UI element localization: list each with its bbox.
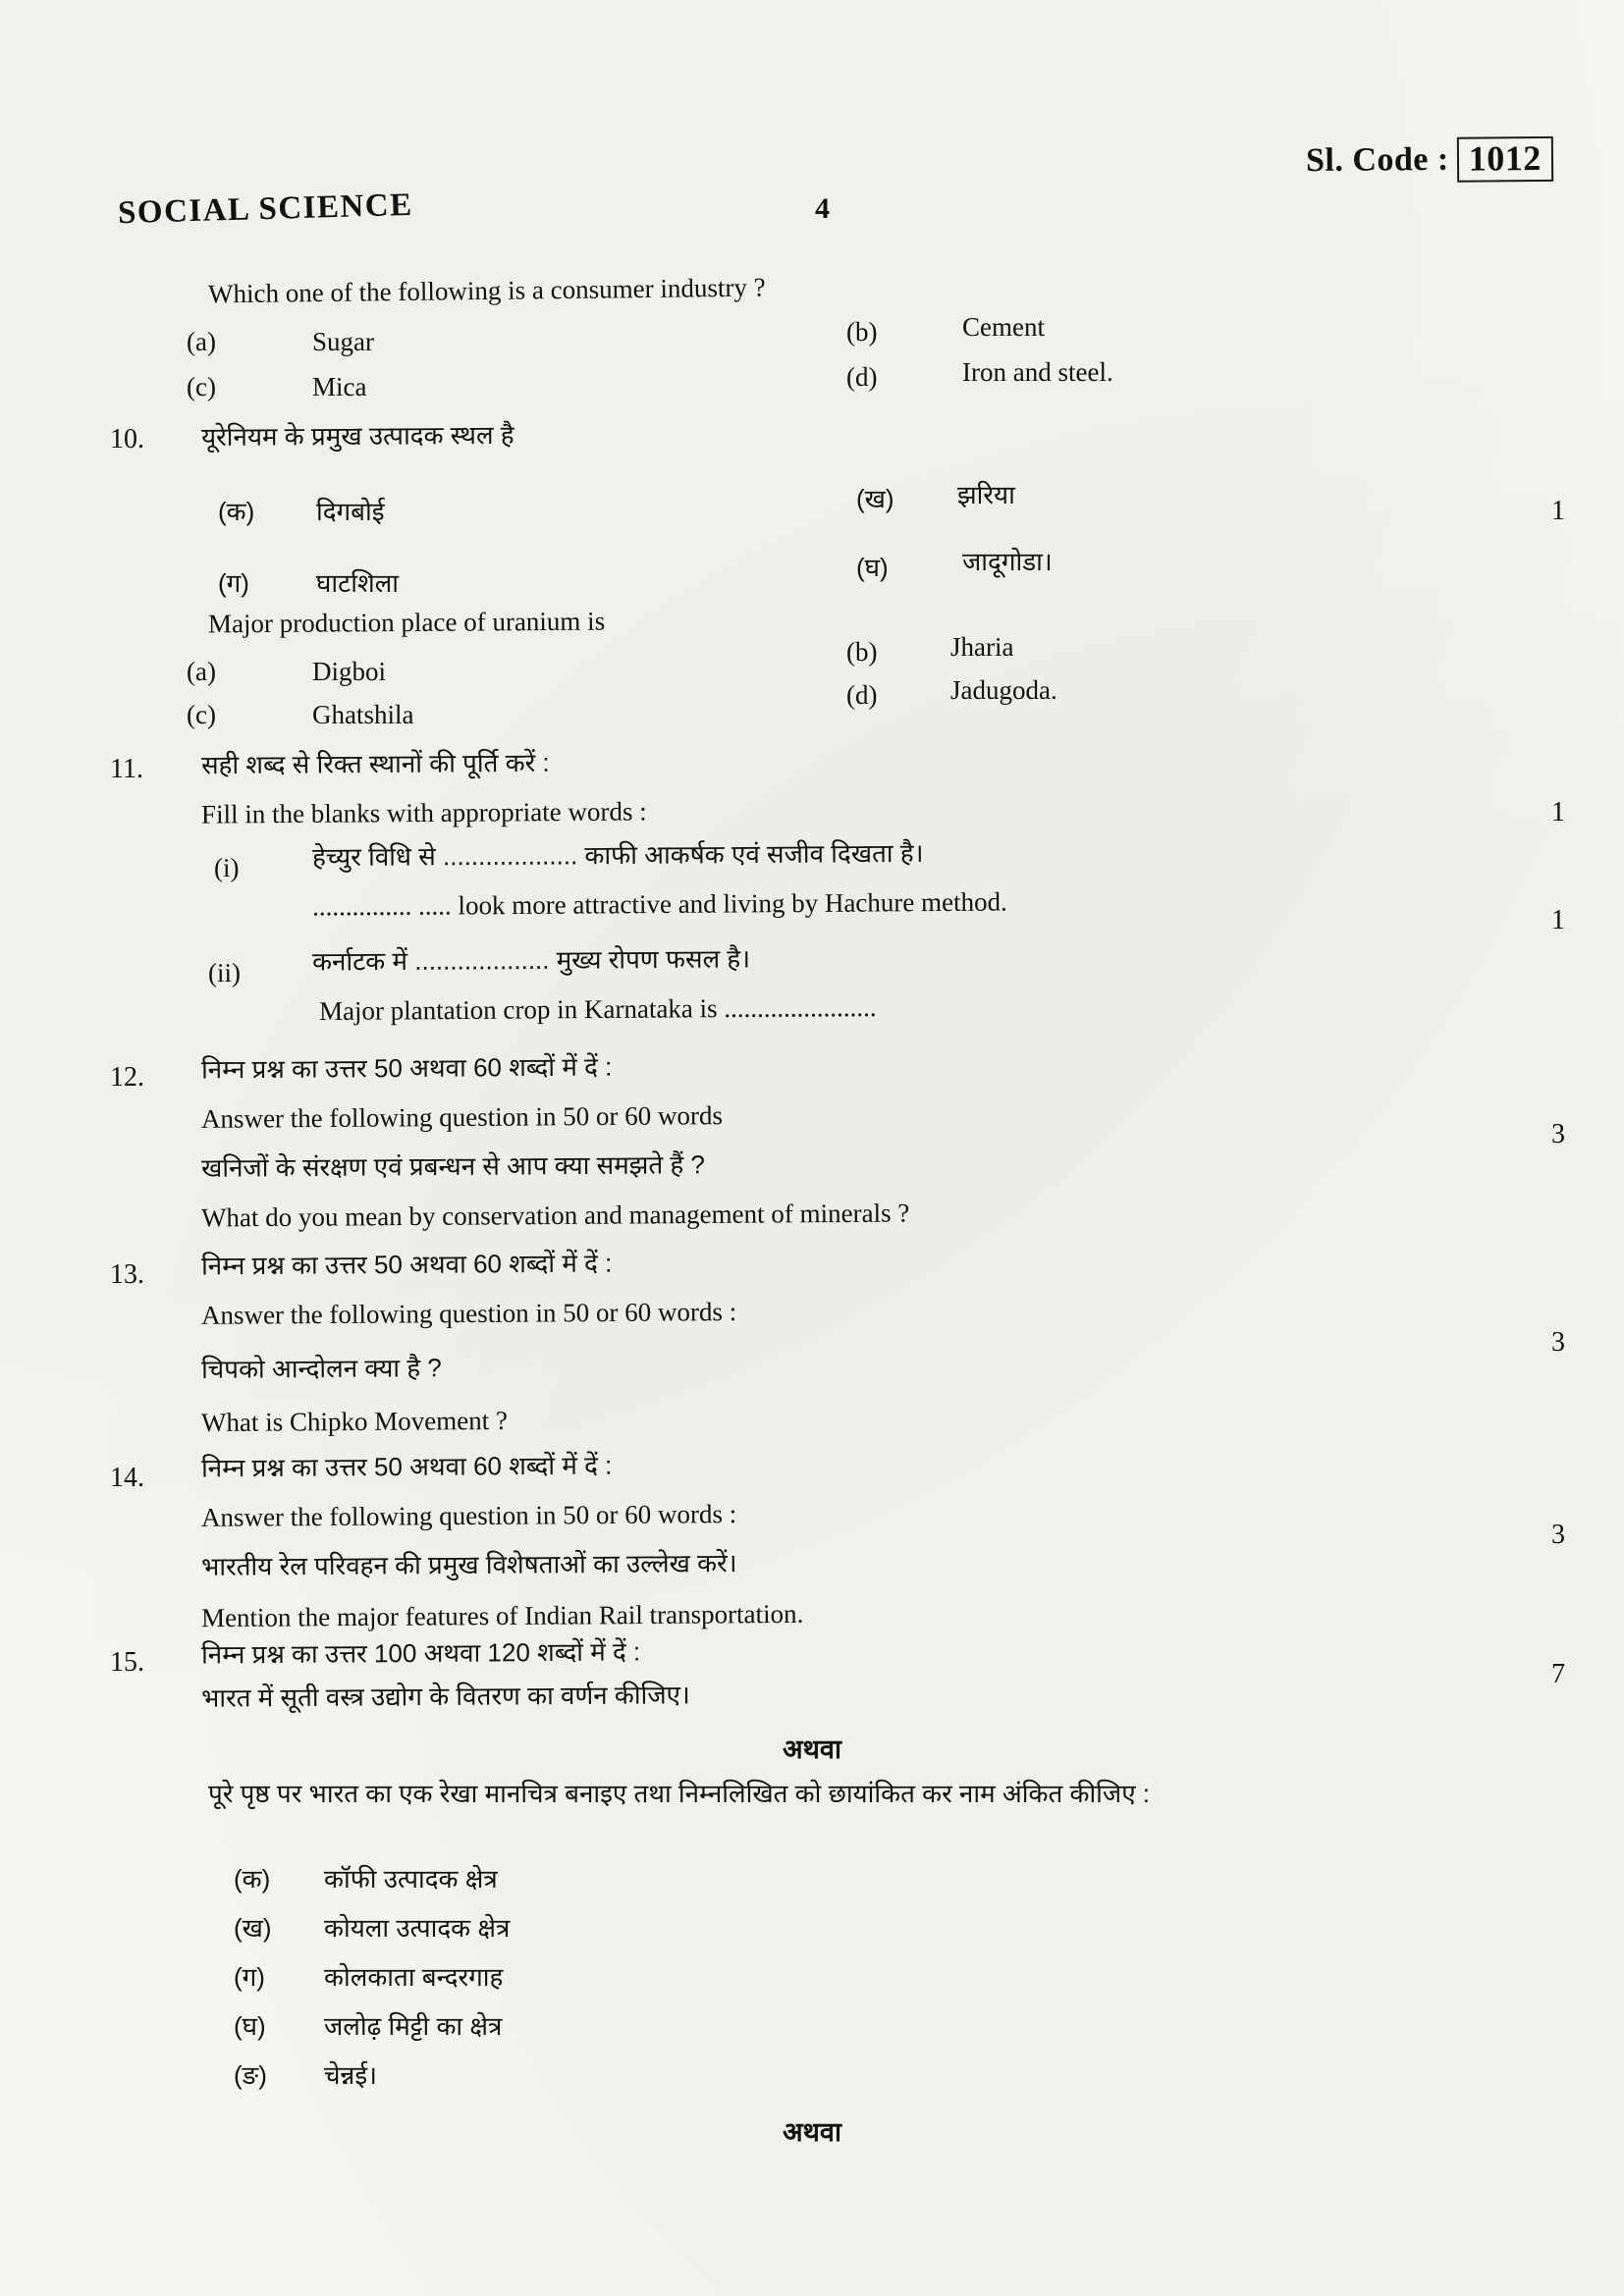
q10-option-c-text: Ghatshila: [312, 700, 414, 729]
q12-instruction-en: Answer the following question in 50 or 60 words: [200, 1100, 724, 1134]
q10-option-b-text: Jharia: [950, 632, 1014, 662]
q10-option-gha-label: (घ): [856, 553, 889, 582]
q11-item-ii-label: (ii): [208, 958, 241, 988]
serial-code-label: Sl. Code :: [1306, 140, 1450, 180]
q10-option-ga-text: घाटशिला: [316, 568, 399, 598]
q9-option-c-label: (c): [187, 372, 216, 401]
q15-map-item-a-text: कॉफी उत्पादक क्षेत्र: [324, 1864, 498, 1894]
q10-option-d-label: (d): [846, 680, 878, 710]
q10-option-kha-text: झरिया: [957, 480, 1015, 509]
q10-stem-hi: यूरेनियम के प्रमुख उत्पादक स्थल है: [200, 419, 514, 453]
q11-item-i-label: (i): [214, 853, 240, 882]
q15-marks: 7: [1551, 1659, 1565, 1689]
q11-item-i-hi: हेच्युर विधि से ................... काफी आकर्षक एवं सजीव दिखता है।: [311, 837, 924, 873]
q13-stem-hi: चिपको आन्दोलन क्या है ?: [200, 1353, 442, 1384]
q10-option-a-text: Digboi: [312, 657, 387, 686]
q15-map-item-b-label: (ख): [234, 1913, 272, 1943]
q9-stem-en: Which one of the following is a consumer industry ?: [207, 272, 766, 309]
q12-marks: 3: [1551, 1119, 1565, 1149]
serial-code: [1306, 136, 1553, 184]
q9-option-b-label: (b): [846, 317, 878, 347]
q10-option-c-label: (c): [187, 700, 216, 729]
q9-option-d-label: (d): [846, 362, 878, 392]
q13-instruction-hi: निम्न प्रश्न का उत्तर 50 अथवा 60 शब्दों में दें :: [200, 1248, 613, 1281]
q10-marks: 1: [1551, 496, 1565, 526]
q15-map-item-e-text: चेन्नई।: [324, 2060, 377, 2090]
q11-stem-hi: सही शब्द से रिक्त स्थानों की पूर्ति करें :: [200, 747, 550, 780]
q11-item-ii-hi: कर्नाटक में ................... मुख्य रोपण फसल है।: [311, 943, 751, 977]
q14-instruction-en: Answer the following question in 50 or 60 words :: [200, 1499, 737, 1532]
alternative-label-1: अथवा: [783, 1735, 841, 1764]
q13-stem-en: What is Chipko Movement ?: [200, 1405, 509, 1438]
q15-map-item-d-text: जलोढ़ मिट्टी का क्षेत्र: [324, 2011, 503, 2041]
q9-option-a-text: Sugar: [312, 327, 374, 356]
q14-number: 14.: [110, 1463, 144, 1493]
q14-stem-en: Mention the major features of Indian Rail transportation.: [200, 1598, 804, 1633]
q11-number: 11.: [110, 754, 143, 784]
q10-option-a-label: (a): [187, 657, 216, 686]
q10-option-kha-label: (ख): [856, 484, 894, 513]
q10-option-gha-text: जादूगोडा।: [962, 547, 1053, 576]
q15-map-item-d-label: (घ): [234, 2011, 266, 2041]
q15-number: 15.: [110, 1647, 144, 1678]
q10-option-b-label: (b): [846, 637, 878, 667]
q11-marks-i: 1: [1551, 797, 1565, 828]
q15-map-item-c-text: कोलकाता बन्दरगाह: [324, 1962, 504, 1992]
q15-map-item-c-label: (ग): [234, 1962, 265, 1992]
q15-stem-hi: भारत में सूती वस्त्र उद्योग के वितरण का वर्णन कीजिए।: [200, 1680, 690, 1713]
q14-stem-hi: भारतीय रेल परिवहन की प्रमुख विशेषताओं का उल्लेख करें।: [200, 1548, 737, 1581]
q13-marks: 3: [1551, 1327, 1565, 1358]
q10-option-ka-text: दिगबोई: [316, 497, 385, 526]
q9-option-d-text: Iron and steel.: [962, 357, 1113, 387]
q13-instruction-en: Answer the following question in 50 or 60 words :: [200, 1297, 737, 1330]
q10-number: 10.: [110, 424, 144, 454]
q9-option-a-label: (a): [187, 327, 216, 356]
q10-option-ga-label: (ग): [218, 568, 249, 598]
q11-item-ii-en: Major plantation crop in Karnataka is .......................: [318, 992, 877, 1026]
q14-marks: 3: [1551, 1520, 1565, 1550]
q10-option-ka-label: (क): [218, 497, 255, 526]
q10-option-d-text: Jadugoda.: [950, 675, 1057, 705]
q15-instruction-hi: निम्न प्रश्न का उत्तर 100 अथवा 120 शब्दों में दें :: [200, 1636, 641, 1670]
q11-stem-en: Fill in the blanks with appropriate words :: [200, 796, 647, 829]
q14-instruction-hi: निम्न प्रश्न का उत्तर 50 अथवा 60 शब्दों में दें :: [200, 1450, 613, 1483]
alternative-label-2: अथवा: [783, 2117, 841, 2147]
q15-map-item-e-label: (ङ): [234, 2060, 267, 2090]
q9-option-c-text: Mica: [312, 372, 367, 401]
q12-number: 12.: [110, 1062, 144, 1093]
q12-instruction-hi: निम्न प्रश्न का उत्तर 50 अथवा 60 शब्दों में दें :: [200, 1051, 613, 1085]
q12-stem-hi: खनिजों के संरक्षण एवं प्रबन्धन से आप क्या समझते हैं ?: [200, 1149, 706, 1183]
q13-number: 13.: [110, 1259, 144, 1290]
page-number: 4: [815, 192, 830, 225]
subject-title: SOCIAL SCIENCE: [117, 187, 414, 232]
serial-code-value: 1012: [1457, 136, 1553, 183]
q12-stem-en: What do you mean by conservation and management of minerals ?: [200, 1198, 910, 1233]
q11-item-i-en: ............... ..... look more attractive and living by Hachure method.: [311, 886, 1007, 922]
q15-map-item-b-text: कोयला उत्पादक क्षेत्र: [324, 1913, 511, 1943]
q15-map-instruction: पूरे पृष्ठ पर भारत का एक रेखा मानचित्र बनाइए तथा निम्नलिखित को छायांकित कर नाम अंकित कीजिए :: [208, 1779, 1151, 1808]
q10-stem-en: Major production place of uranium is: [207, 606, 606, 639]
q11-marks-ii: 1: [1551, 905, 1565, 935]
q15-map-item-a-label: (क): [234, 1864, 271, 1894]
q9-option-b-text: Cement: [962, 312, 1045, 342]
